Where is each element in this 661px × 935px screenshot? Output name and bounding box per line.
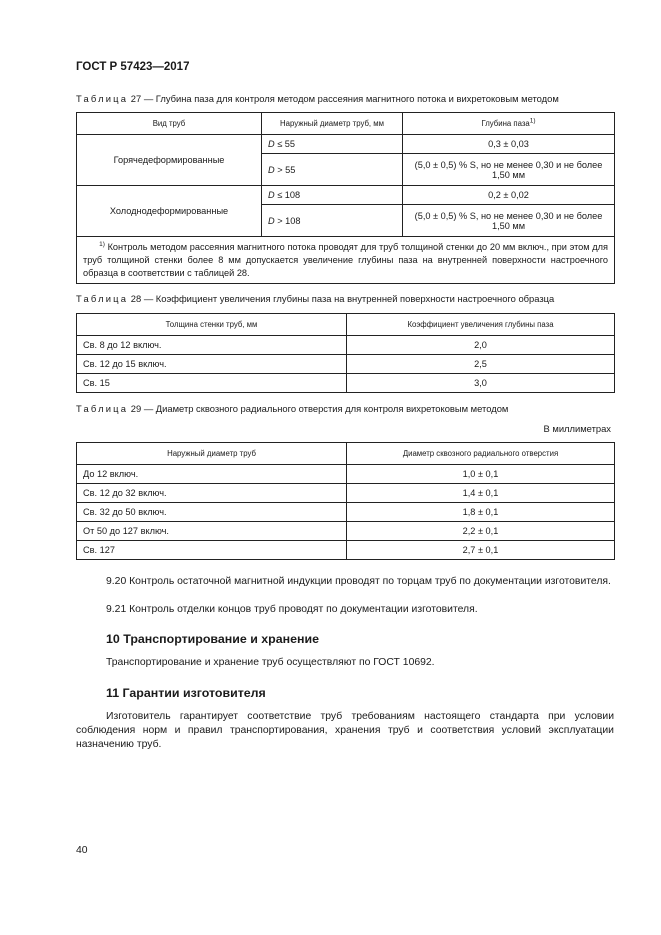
table28-caption-text: 28 — Коэффициент увеличения глубины паза на внутренней поверхности настроечного образца: [130, 293, 555, 304]
diameter-cell: D ≤ 108: [262, 186, 403, 205]
table27-footnote: $^{1)}$ Контроль методом рассеяния магнитного потока проводят для труб толщиной стенки до 20 мм включ., при этом для труб толщиной стенки более 8 мм допускается увеличение глубины паза на внутренней поверхности настроечного образца в соответствии с таблицей 28.: [77, 237, 615, 284]
coefficient-cell: 2,5: [347, 355, 615, 374]
hole-diameter-cell: 2,2 ± 0,1: [347, 522, 615, 541]
pipe-type-cell: Холоднодеформированные: [77, 186, 262, 237]
footnote-mark: 1): [529, 117, 536, 125]
wall-thickness-cell: Св. 12 до 15 включ.: [77, 355, 347, 374]
page-number: 40: [76, 845, 88, 856]
table27-header-cell: Глубина паза$^{1)}$: [403, 113, 615, 135]
outer-diameter-cell: От 50 до 127 включ.: [77, 522, 347, 541]
groove-depth-cell: 0,2 ± 0,02: [403, 186, 615, 205]
groove-depth-cell: 0,3 ± 0,03: [403, 135, 615, 154]
hole-diameter-cell: 1,0 ± 0,1: [347, 465, 615, 484]
diameter-cell: D ≤ 55: [262, 135, 403, 154]
table28-header-cell: Коэффициент увеличения глубины паза: [347, 314, 615, 336]
hole-diameter-cell: 1,4 ± 0,1: [347, 484, 615, 503]
table29-caption-text: 29 — Диаметр сквозного радиального отверстия для контроля вихретоковым методом: [130, 403, 509, 414]
table29: [76, 442, 615, 560]
diameter-cell: D > 108: [262, 205, 403, 237]
table-row: [77, 186, 615, 205]
table-row: [77, 503, 615, 522]
outer-diameter-cell: Св. 12 до 32 включ.: [77, 484, 347, 503]
hole-diameter-cell: 2,7 ± 0,1: [347, 541, 615, 560]
wall-thickness-cell: Св. 15: [77, 374, 347, 393]
table-row: [77, 135, 615, 154]
table27-caption-text: 27 — Глубина паза для контроля методом рассеяния магнитного потока и вихретоковым методом: [130, 93, 559, 104]
table27: [76, 112, 615, 284]
coefficient-cell: 3,0: [347, 374, 615, 393]
table28-header-cell: Толщина стенки труб, мм: [77, 314, 347, 336]
section-11-text: Изготовитель гарантирует соответствие труб требованиям настоящего стандарта при условии соблюдения норм и правил транспортирования, хранения труб и соответствия условий эксплуатации назначению труб.: [76, 711, 614, 751]
table29-caption: [76, 403, 508, 414]
table-row: [77, 336, 615, 355]
paragraph-9-21: 9.21 Контроль отделки концов труб проводят по документации изготовителя.: [106, 604, 478, 615]
table-row: [77, 522, 615, 541]
diameter-cell: D > 55: [262, 154, 403, 186]
table28: [76, 313, 615, 393]
table27-header-cell: Вид труб: [77, 113, 262, 135]
outer-diameter-cell: Св. 127: [77, 541, 347, 560]
table29-header-row: [77, 443, 615, 465]
footnote-mark: 1): [99, 240, 105, 248]
table-row: [77, 374, 615, 393]
units-note: В миллиметрах: [543, 423, 611, 434]
table-row: [77, 541, 615, 560]
section-11-heading: 11 Гарантии изготовителя: [106, 686, 266, 700]
wall-thickness-cell: Св. 8 до 12 включ.: [77, 336, 347, 355]
section-10-heading: 10 Транспортирование и хранение: [106, 632, 319, 646]
pipe-type-cell: Горячедеформированные: [77, 135, 262, 186]
groove-depth-cell: (5,0 ± 0,5) % S, но не менее 0,30 и не более 1,50 мм: [403, 205, 615, 237]
table27-caption-word: Таблица: [76, 93, 129, 104]
table29-header-cell: Наружный диаметр труб: [77, 443, 347, 465]
section-10-text: Транспортирование и хранение труб осуществляют по ГОСТ 10692.: [106, 657, 435, 668]
table-row: [77, 355, 615, 374]
table28-caption: [76, 293, 554, 304]
groove-depth-cell: (5,0 ± 0,5) % S, но не менее 0,30 и не более 1,50 мм: [403, 154, 615, 186]
table27-header-cell: Наружный диаметр труб, мм: [262, 113, 403, 135]
table-row: [77, 465, 615, 484]
table28-caption-word: Таблица: [76, 293, 129, 304]
table-row: [77, 484, 615, 503]
document-code: ГОСТ Р 57423—2017: [76, 61, 190, 73]
outer-diameter-cell: До 12 включ.: [77, 465, 347, 484]
coefficient-cell: 2,0: [347, 336, 615, 355]
table29-header-cell: Диаметр сквозного радиального отверстия: [347, 443, 615, 465]
table28-header-row: [77, 314, 615, 336]
hole-diameter-cell: 1,8 ± 0,1: [347, 503, 615, 522]
table29-caption-word: Таблица: [76, 403, 129, 414]
outer-diameter-cell: Св. 32 до 50 включ.: [77, 503, 347, 522]
table27-header-row: [77, 113, 615, 135]
paragraph-9-20: 9.20 Контроль остаточной магнитной индукции проводят по торцам труб по документации изготовителя.: [106, 576, 611, 587]
table27-footnote-row: [77, 237, 615, 284]
table27-caption: [76, 93, 559, 104]
